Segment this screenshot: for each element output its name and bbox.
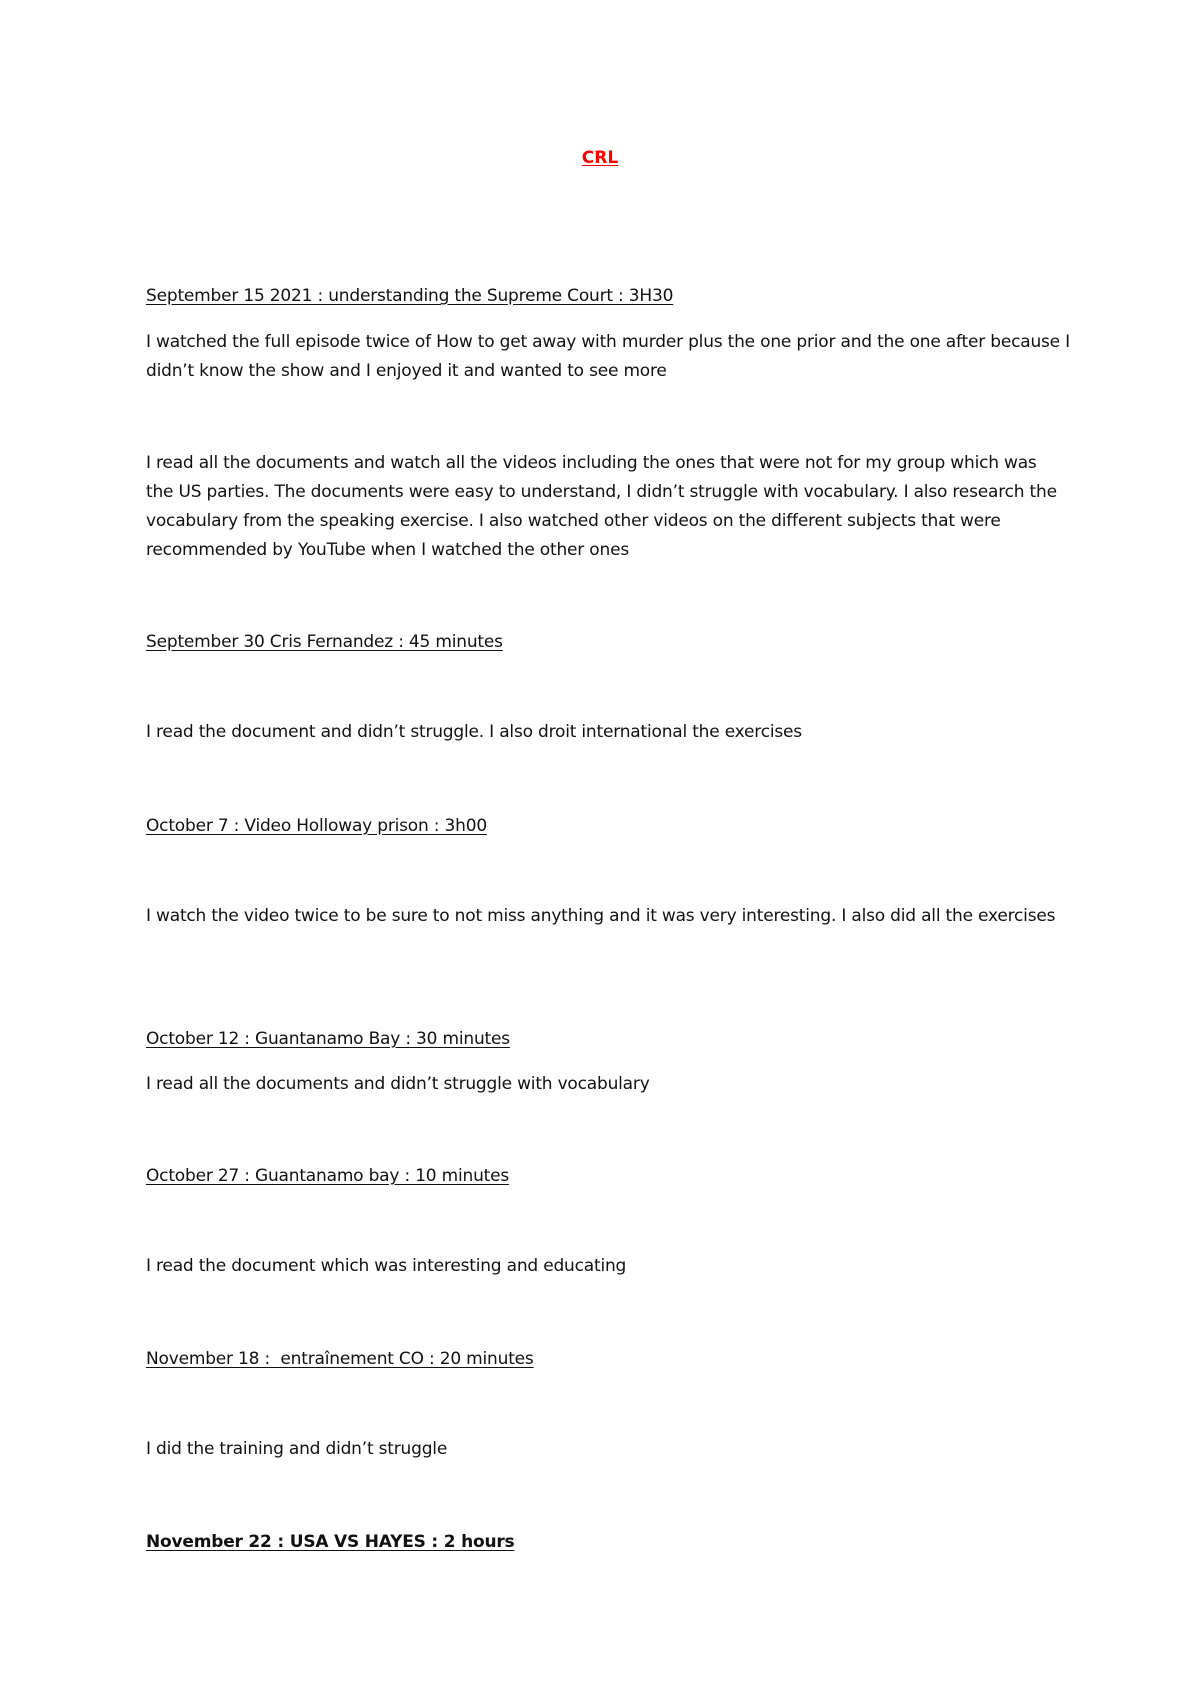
entry-paragraph: I read the document and didn’t struggle. I also droit international the exercises xyxy=(146,722,802,742)
entry-paragraph: I watched the full episode twice of How to get away with murder plus the one prior and the one after because I didn’t know the show and I enjoyed it and wanted to see more xyxy=(146,332,1070,381)
entry-heading: November 18 : entraînement CO : 20 minutes xyxy=(146,1349,534,1369)
entry-paragraph: I read all the documents and didn’t struggle with vocabulary xyxy=(146,1074,650,1094)
document-title: CRL xyxy=(581,148,619,168)
entry-heading: October 7 : Video Holloway prison : 3h00 xyxy=(146,816,487,836)
entry-heading: October 12 : Guantanamo Bay : 30 minutes xyxy=(146,1029,510,1049)
entry-paragraph: I read the document which was interesting and educating xyxy=(146,1256,627,1276)
entry-heading: September 30 Cris Fernandez : 45 minutes xyxy=(146,632,503,652)
entry-paragraph: I did the training and didn’t struggle xyxy=(146,1439,448,1459)
entry-heading: September 15 2021 : understanding the Supreme Court : 3H30 xyxy=(146,286,674,306)
entry-paragraph: I watch the video twice to be sure to not miss anything and it was very interesting. I also did all the exercises xyxy=(146,906,1056,926)
entry-paragraph: I read all the documents and watch all the videos including the ones that were not for my group which was the US parties. The documents were easy to understand, I didn’t struggle with vocabulary. I also research the vocabulary from the speaking exercise. I also watched other videos on the different subjects that were recommended by YouTube when I watched the other ones xyxy=(146,453,1057,560)
entry-heading: November 22 : USA VS HAYES : 2 hours xyxy=(146,1532,515,1552)
entry-heading: October 27 : Guantanamo bay : 10 minutes xyxy=(146,1166,510,1186)
